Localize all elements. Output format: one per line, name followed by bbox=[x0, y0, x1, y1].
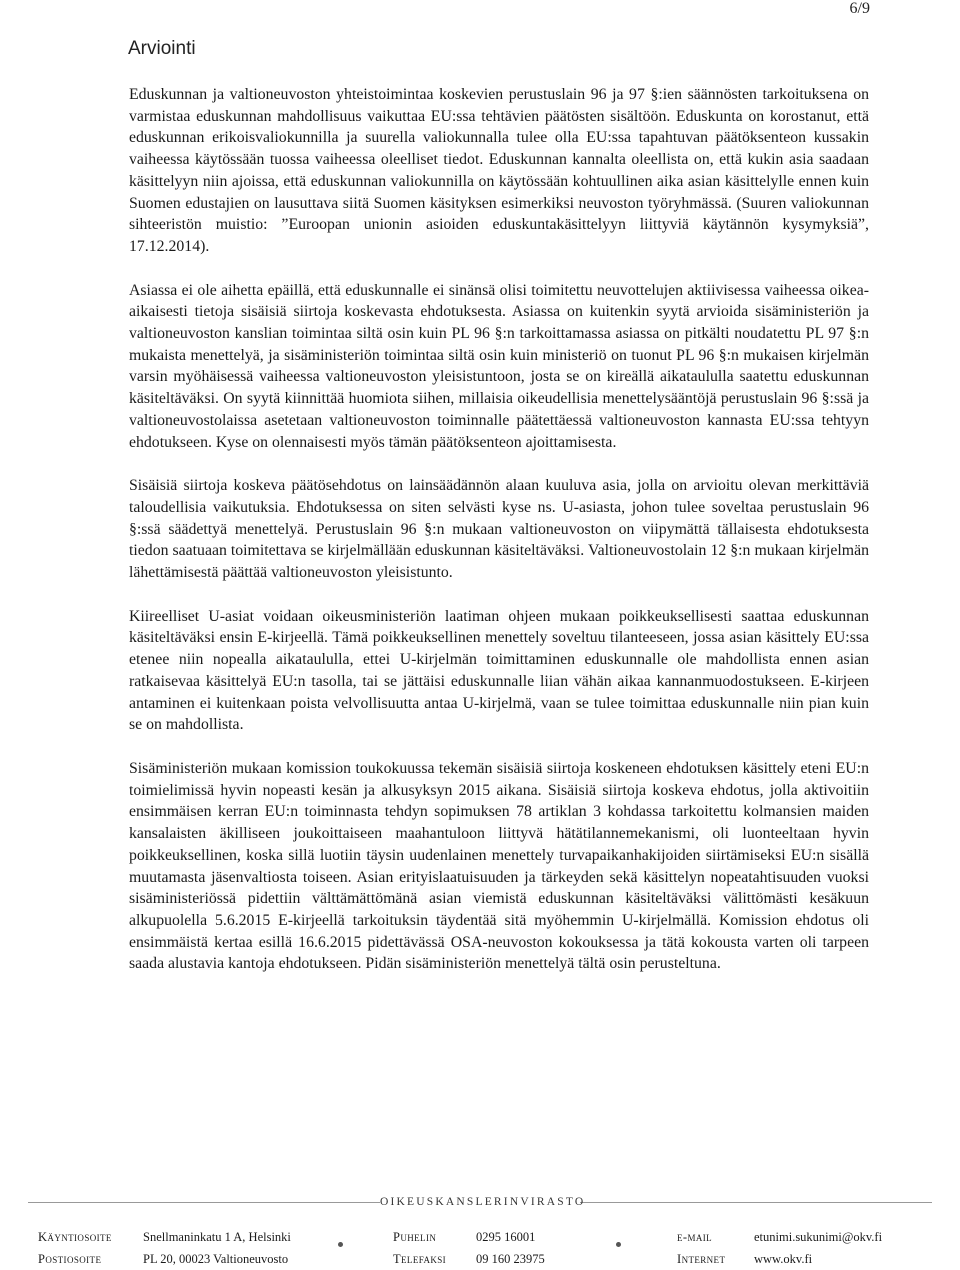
paragraph: Eduskunnan ja valtioneuvoston yhteistoimintaa koskevien perustuslain 96 ja 97 §:ien säännösten tarkoituksena on varmistaa eduskunnan mahdollisuus vaikuttaa EU:ssa tehtävien päätösten sisältöön. Eduskunta on korostanut, että eduskunnan erikoisvaliokunnilla ja suurella valiokunnalla tulee olla EU:ssa tapahtuvan päätöksenteon kussakin vaiheessa käytössään tuossa vaiheessa oleelliset tiedot. Eduskunnan kannalta oleellista on, että kukin asia saadaan käsittelyyn niin ajoissa, että eduskunnan valiokunnilla on käytössään kohtuullinen aika asian käsittelylle ennen kuin Suomen edustajien on lausuttava siitä Suomen käsityksen esimerkiksi neuvoston työryhmässä. (Suuren valiokunnan sihteeristön muistio: ”Euroopan unionin asioiden eduskuntakäsittelyyn liittyviä käytännön kysymyksiä”, 17.12.2014). bbox=[129, 86, 869, 255]
agency-logo-text: OIKEUSKANSLERINVIRASTO bbox=[380, 1196, 586, 1208]
postal-address-value: PL 20, 00023 Valtioneuvosto bbox=[143, 1252, 289, 1266]
phone-value: 0295 16001 bbox=[476, 1230, 536, 1244]
separator-dot-icon bbox=[616, 1242, 621, 1247]
paragraph: Sisäministeriön mukaan komission toukokuussa tekemän sisäisiä siirtoja koskeneen ehdotuksen käsittely eteni EU:n toimielimissä hyvin nopeasti kesän ja alkusyksyn 2015 aikana. Sisäisiä siirtoja koskeva ehdotus, jolla aktivoitiin ensimmäisen kerran EU:n toiminnasta tehdyn sopimuksen 78 artiklan 3 kohdassa tarkoitettu kolmansien maiden kansalaisten äkilliseen joukoittaiseen maahantuloon liittyvä hätätilannemekanismi, oli luonteeltaan hyvin poikkeuksellinen, koska sillä luotiin täysin uudenlainen menettely turvapaikanhakijoiden siirtämiseksi EU:n sisällä muutamasta jäsenvaltiosta toiseen. Asian erityislaatuisuuden ja tärkeyden sekä käsittelyn nopeatahtisuuden vuoksi sisäministeriössä pidettiin välttämättömänä asian viemistä eduskunnan käsiteltäväksi välittömästi kesäkuun alkupuolella 5.6.2015 E-kirjeellä tarkoituksin täydentää sitä myöhemmin U-kirjelmällä. Komission ehdotus oli ensimmäistä kertaa esillä 16.6.2015 pidettävässä OSA-neuvoston kokouksessa ja tätä kokousta varten oli tarpeen saada alustavia kantoja ehdotukseen. Pidän sisäministeriön menettelyä tältä osin perusteltuna. bbox=[129, 759, 869, 973]
section-heading: Arviointi bbox=[128, 38, 196, 59]
postal-address-label: Postiosoite bbox=[38, 1252, 102, 1266]
page-number: 6/9 bbox=[849, 0, 870, 17]
visit-address-label: Käyntiosoite bbox=[38, 1230, 112, 1244]
internet-label: Internet bbox=[677, 1252, 726, 1266]
footer-row bbox=[0, 1230, 960, 1248]
document-body bbox=[129, 84, 869, 997]
fax-label: Telefaksi bbox=[393, 1252, 447, 1266]
agency-logo bbox=[380, 1190, 586, 1214]
visit-address-value: Snellmaninkatu 1 A, Helsinki bbox=[143, 1230, 291, 1244]
internet-value[interactable]: www.okv.fi bbox=[754, 1252, 813, 1266]
email-value[interactable]: etunimi.sukunimi@okv.fi bbox=[754, 1230, 883, 1244]
paragraph: Sisäisiä siirtoja koskeva päätösehdotus on lainsäädännön alaan kuuluva asia, jolla on arvioitu olevan merkittäviä taloudellisia vaikutuksia. Ehdotuksessa on siten selvästi kyse ns. U-asiasta, johon tulee soveltaa perustuslain 96 §:ssä säädettyä menettelyä. Perustuslain 96 §:n mukaan valtioneuvoston on viipymättä tällaisesta ehdotuksesta tiedon saatuaan toimitettava se kirjelmällään eduskunnan käsiteltäväksi. Valtioneuvostolain 12 §:n mukaan kirjelmän lähettämisestä päättää valtioneuvoston yleisistunto. bbox=[129, 477, 869, 582]
fax-value: 09 160 23975 bbox=[476, 1252, 545, 1266]
separator-dot-icon bbox=[338, 1242, 343, 1247]
footer-row bbox=[0, 1252, 960, 1270]
email-label: e-mail bbox=[677, 1230, 713, 1244]
paragraph: Kiireelliset U-asiat voidaan oikeusministeriön laatiman ohjeen mukaan poikkeuksellisesti saattaa eduskunnan käsiteltäväksi ensin E-kirjeellä. Tämä poikkeuksellinen menettely soveltuu tilanteeseen, jossa asian käsittely EU:ssa etenee niin nopealla aikataululla, ettei U-kirjelmän toimittaminen eduskunnalle ole mahdollista ennen asian ratkaisevaa käsittelyä EU:n tasolla, tai se jättäisi eduskunnalle liian vähän aikaa kannanmuodostukseen. E-kirjeen antaminen ei kuitenkaan poista velvollisuutta antaa U-kirjelmä, vaan se tulee toimittaa eduskunnalle niin pian kuin se on mahdollista. bbox=[129, 607, 869, 734]
paragraph: Asiassa ei ole aihetta epäillä, että eduskunnalle ei sinänsä olisi toimitettu neuvottelujen aktiivisessa vaiheessa oikea-aikaisesti tietoja sisäisiä siirtoja koskevasta ehdotuksesta. Asiassa on kuitenkin syytä arvioida sisäministeriön ja valtioneuvoston kanslian toimintaa siltä osin kuin PL 96 §:n tarkoittamassa asiassa on pitkälti noudatettu PL 97 §:n mukaista menettelyä, ja sisäministeriön toimintaa siltä osin kuin ministeriö on tuonut PL 96 §:n mukaisen kirjelmän varsin myöhäisessä vaiheessa valtioneuvoston yleisistuntoon, josta se on kireällä aikataululla saatettu eduskunnan käsiteltäväksi. On syytä kiinnittää huomiota siihen, millaisia oikeudellisia menettelysääntöjä perustuslain 96 §:ssä ja valtioneuvostolaissa asetetaan valtioneuvoston toiminnalle päätettäessä valtioneuvoston kannasta EU:ssa tehtyyn ehdotukseen. Kyse on olennaisesti myös tämän päätöksenteon ajoittamisesta. bbox=[129, 281, 869, 451]
phone-label: Puhelin bbox=[393, 1230, 437, 1244]
